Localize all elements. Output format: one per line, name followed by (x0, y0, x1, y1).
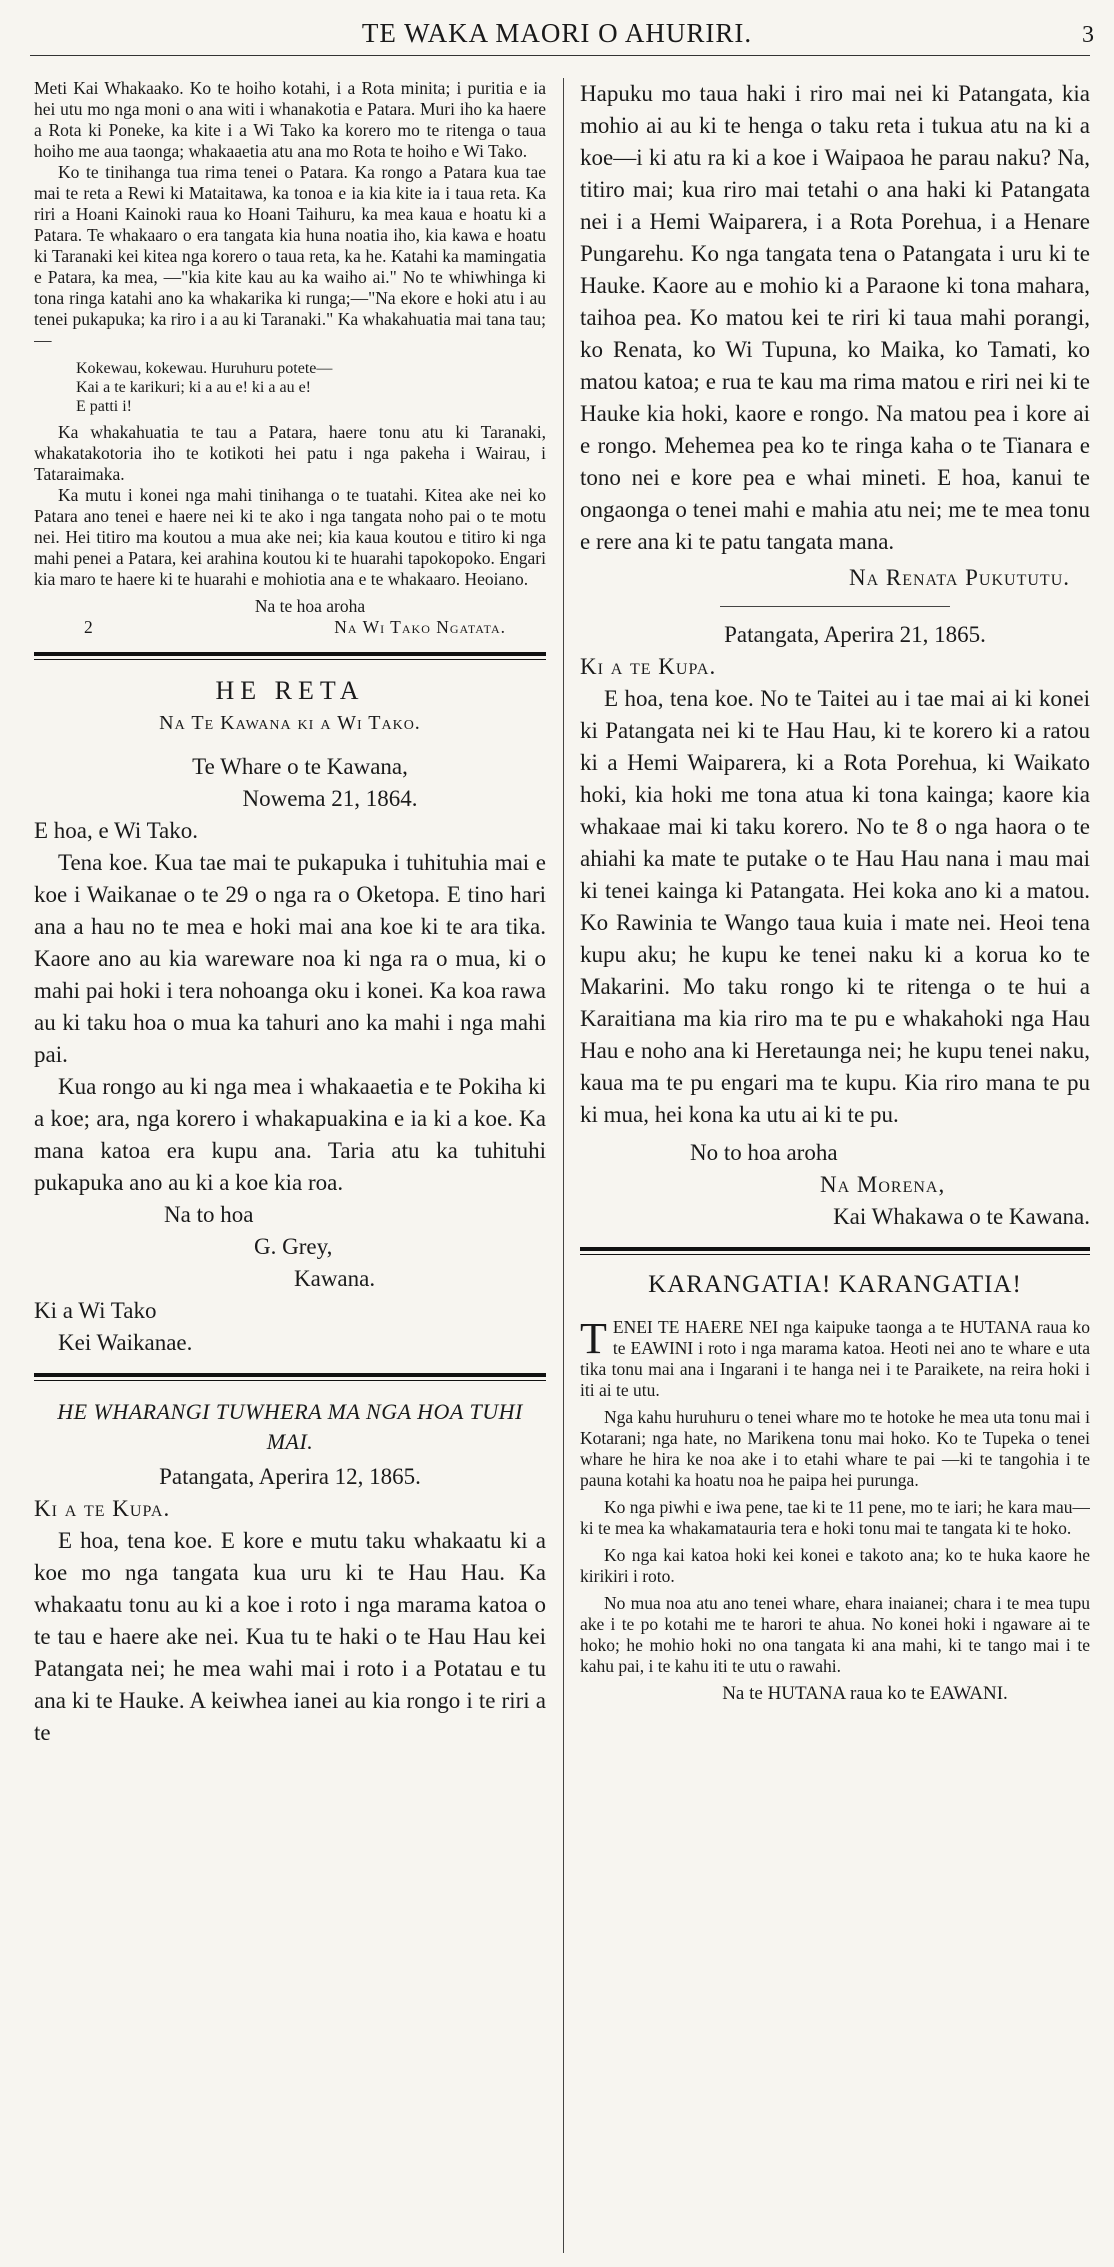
article-paragraph: Ka whakahuatia te tau a Patara, haere tonu atu ki Taranaki, whakatakotoria iho te kotikoti hei patu i nga pakeha i Wairau, i Tataraimaka. (34, 422, 546, 484)
section-double-rule (34, 1373, 546, 1381)
reta-letter (34, 676, 546, 1359)
ad-paragraph: No mua noa atu ano tenei whare, ehara inaianei; chara i te mea tupu ake i te po kotahi me te harori te ahua. No konei hoki i ngaware ai te hoko; he mohio hoki no ona tangata ki ana mahi, ki te tango mai i te kahu pai, i te kahu iti te utu o rawahi. (580, 1593, 1090, 1676)
letter-dateline: Patangata, Aperira 21, 1865. (724, 622, 986, 647)
letter-place: Te Whare o te Kawana, (192, 754, 408, 779)
section-double-rule (580, 1247, 1090, 1255)
drop-cap: T (580, 1314, 607, 1363)
chant-line: Kokewau, kokewau. Huruhuru potete— (76, 360, 333, 377)
header-rule (30, 55, 1090, 56)
ad-paragraph: Ko nga kai katoa hoki kei konei e takoto ana; ko te huka kaore he kirikiri i roto. (580, 1545, 1090, 1586)
article-paragraph: Meti Kai Whakaako. Ko te hoiho kotahi, i a Rota minita; i puritia e ia hei utu mo nga moni o ana witi i whanakotia e Patara. Muri iho ka haere a Rota ki Poneke, ka kite i a Wi Tako ka korero mo te ritenga o taua hoiho me aua taonga; whakaaetia atu ana mo Rota te hoiho e Wi Tako. (34, 78, 546, 161)
newspaper-title: TE WAKA MAORI O AHURIRI. (361, 18, 753, 48)
letter-date: Nowema 21, 1864. (242, 786, 418, 811)
letter-signer: G. Grey, (254, 1234, 333, 1259)
letter-signer: Na Morena, (820, 1172, 946, 1197)
letter-signer-title: Kai Whakawa o te Kawana. (833, 1204, 1090, 1229)
page-number: 3 (1082, 22, 1094, 48)
right-column (580, 78, 1090, 1710)
letter-closing: No to hoa aroha (690, 1140, 838, 1165)
section-heading: HE WHARANGI TUWHERA MA NGA HOA TUHI MAI. (57, 1399, 523, 1454)
letter-recipient: Ki a te Kupa. (580, 654, 717, 679)
open-page-section (34, 1397, 546, 1749)
letter-signer-title: Kawana. (294, 1266, 376, 1291)
signature-row (34, 617, 546, 638)
letter-paragraph: Hapuku mo taua haki i riro mai nei ki Patangata, kia mohio ai au ki te henga o taku reta i tukua atu na ki a koe—i ki atu ra ki a koe i Waipaoa he parau naku? Na, titiro mai; kua riro mai tetahi o ana haki ki Patangata nei i a Hemi Waiparera, i a Rota Porehua, i a Henare Pungarehu. Ko nga tangata tena o Patangata i uru ki te Hauke. Kaore au e mohio ki a Paraone ki tona mahara, taihoa pea. Ko matou kei te riri ki taua mahi porangi, ko Renata, ko Wi Tupuna, ko Maika, ko Tamati, ko matou katoa; e rua te kau ma rima matou e riri nei ki te Hauke kia hoki, kaore e rongo. Na matou pea i kore ai e rongo. Mehemea pea ko te ringa kaha o te Tianara e tono nei e kore pea e whai mineti. E hoa, kanui te ongaonga o tenei mahi e mahia atu nei; me te mea tonu e rere ana ki te patu tangata mana. (580, 81, 1090, 554)
letter-paragraph: Kua rongo au ki nga mea i whakaaetia e te Pokiha ki a koe; ara, nga korero i whakapuakina e ia ki a koe. Ka mana katoa era kupu ana. Taria atu ka tuhituhi pukapuka ano au ki a koe kia roa. (34, 1074, 546, 1195)
letter-paragraph: Tena koe. Kua tae mai te pukapuka i tuhituhia mai e koe i Waikanae o te 29 o nga ra o Oketopa. E tino hari ana a hau no te mea e hoki mai ana koe ki te ara tika. Kaore ano au kia wareware noa ki nga ra o mua, ki o mahi pai hoki i tera nohoanga oku i konei. Ka koa rawa au ki taku hoa o mua ka tahuri ano ka mahi i nga mahi pai. (34, 850, 546, 1067)
section-double-rule (34, 652, 546, 660)
ad-paragraph (580, 1314, 1090, 1401)
ad-paragraph: Ko nga piwhi e iwa pene, tae ki te 11 pene, mo te iari; he kara mau—ki te mea ka whakamatauria tera e hoki tonu mai te tangata ki te hoko. (580, 1497, 1090, 1538)
letter-salutation: E hoa, e Wi Tako. (34, 818, 198, 843)
letter-paragraph: E hoa, tena koe. E kore e mutu taku whakaatu ki a koe mo nga tangata kua uru ki te Hau Hau. Ka whakaatu tonu au ki a koe i roto i nga marama katoa o te tau e haere ake nei. Kua tu te haki o te Hau Hau kei Patangata nei; he mea wahi mai i roto i a Potatau e tu ana ki te Hauke. A keiwhea ianei au kia rongo i te riri a te (34, 1528, 546, 1745)
page-header (0, 10, 1114, 50)
letter-recipient-place: Kei Waikanae. (58, 1330, 193, 1355)
chant-verse (76, 359, 546, 416)
section-subheading: Na Te Kawana ki a Wi Tako. (159, 712, 421, 734)
column-divider (563, 78, 564, 2253)
letter-paragraph: E hoa, tena koe. No te Taitei au i tae mai ai ki konei ki Patangata nei ki te Hau Hau, ki te korero ki a ratou ki a Hemi Waiparera, ki a Rota Porehua, ki Waikato hoki, kia hoki me tona atua ki tona kainga; kaore kia whakaae mai ki taku korero. No te 8 o nga haora o te ahiahi ka mate te putake o te Hau Hau nana i mau mai ki tenei kainga ki Patangata. Hei koka ano ki a matou. Ko Rawinia te Wango taua kuia i mate nei. Heoi tena kupu aku; he kupu ke tenei naku ki a korua ko te Makarini. Mo taku rongo ki te ritenga o te hui a Karaitiana ma kia riro ma te pu e whakahoki nga Hau Hau e noho ana ki Heretaunga nei; he kupu tenei naku, kaua ma te pu engari ma te kupu. Kia riro mana te pu ki mua, hei kona ka utu ai ki te pu. (580, 686, 1090, 1127)
section-heading: HE RETA (215, 676, 365, 705)
short-rule (720, 606, 950, 607)
letter-recipient: Ki a te Kupa. (34, 1496, 171, 1521)
continued-letter (580, 78, 1090, 594)
article-paragraph: Ka mutu i konei nga mahi tinihanga o te tuatahi. Kitea ake nei ko Patara ano tenei e haere nei ki te ako i nga tangata noho pai o te motu nei. Hei titiro ma koutou a mua ake nei; kia kaua koutou e titiro ki nga mahi penei a Patara, kei arahina koutou ki te huarahi tapokopoko. Engari kia maro te haere ki te huarahi e mohiotia ana e te whakaaro. Heoiano. (34, 485, 546, 589)
signature-name: Na Renata Pukututu. (848, 565, 1070, 590)
chant-line: E patti i! (76, 398, 132, 415)
signature-from: Na te hoa aroha (254, 596, 366, 616)
chant-line: Kai a te karikuri; ki a au e! ki a au e! (76, 379, 311, 396)
article-paragraph: Ko te tinihanga tua rima tenei o Patara. Ka rongo a Patara kua tae mai te reta a Rewi ki Mataitawa, ka tonoa e ia kia kite ia i taua reta. Ka riri a Hoani Kainoki raua ko Hoani Taihuru, ka mea kaua e hoatu ki a Patara. Te whakaaro o era tangata kia huna noatia iho, kia kawa e hoatu ki Taranaki kei kitea nga korero o taua reta, ka he. Katahi ka mamingatia e Patara, ka mea, —"kia kite kau au ka waiho ai." No te whiwhinga ki tona ringa katahi ano ka whakarika ki runga;—"Na ekore e hoki atu i au tenei pukapuka; ka riro i a au ki Taranaki." Ka whakahuatia mai tana tau;— (34, 162, 546, 350)
letter-recipient: Ki a Wi Tako (34, 1298, 157, 1323)
advertisement (580, 1271, 1090, 1704)
letter-closing: Na to hoa (164, 1202, 254, 1227)
ad-paragraph: Nga kahu huruhuru o tenei whare mo te hotoke he mea uta tonu mai i Kotarani; nga hate, no Marikena tonu mai hoko. Ko te Tupeka o tenei whare he hira ke noa ake i to etahi whare te pai —ki te tangohia i te pauna kotahi ka hoatu noa he paipa hei purunga. (580, 1407, 1090, 1490)
continued-article (34, 78, 546, 638)
letter-dateline: Patangata, Aperira 12, 1865. (159, 1464, 421, 1489)
ad-paragraph-text: ENEI TE HAERE NEI nga kaipuke taonga a te HUTANA raua ko te EAWINI i roto i nga marama katoa. Heoti nei ano te whare e uta tika tonu mai ana i Ingarani i te hanga nei i te Paraikete, na reira hoki i iti ai te utu. (580, 1317, 1090, 1400)
left-column (34, 78, 546, 1749)
ad-signature: Na te HUTANA raua ko te EAWANI. (722, 1683, 1008, 1704)
stray-mark: 2 (84, 617, 93, 637)
letter-two (580, 619, 1090, 1233)
signature-name: Na Wi Tako Ngatata. (334, 617, 506, 637)
ad-heading: KARANGATIA! KARANGATIA! (648, 1271, 1022, 1298)
